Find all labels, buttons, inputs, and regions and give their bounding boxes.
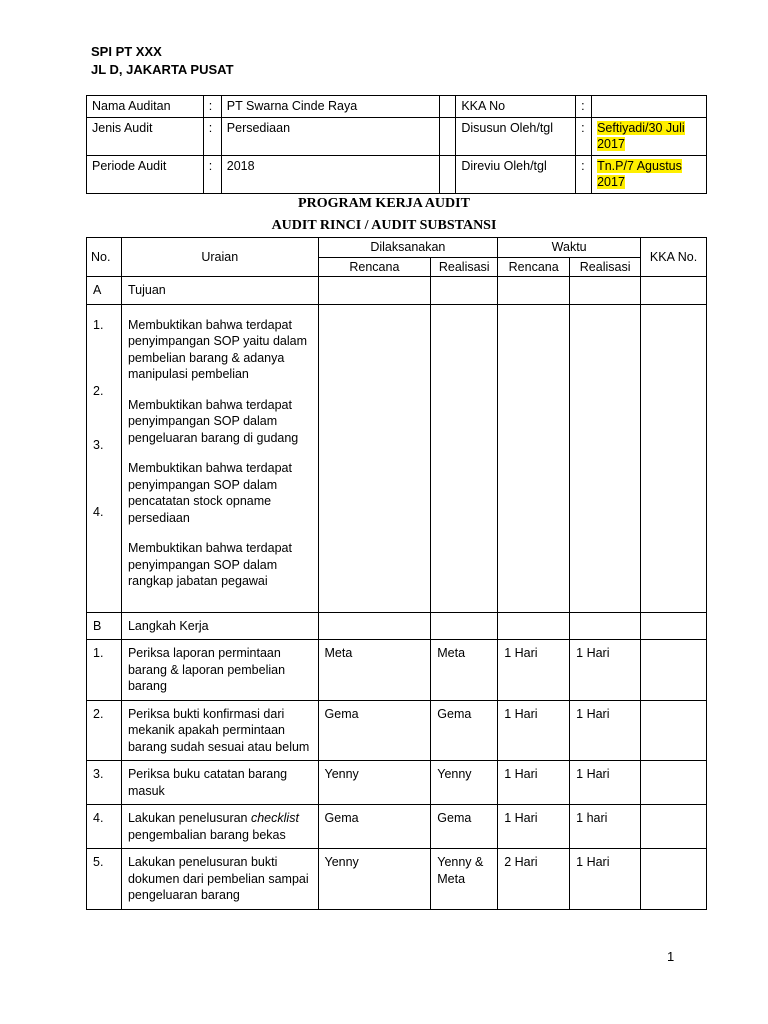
- jenis-audit-value: Persediaan: [221, 117, 440, 155]
- tujuan-text: Membuktikan bahwa terdapat penyimpangan SOP dalam pengeluaran barang di gudang: [127, 397, 299, 445]
- row-waktu-rencana: 1 Hari: [498, 805, 570, 849]
- info-row-periode-audit: [87, 155, 707, 193]
- section-a-header-row: [87, 277, 707, 305]
- row-rencana: Yenny: [318, 849, 431, 910]
- header-dilaksanakan: Dilaksanakan: [318, 238, 498, 258]
- section-a-items-row: [87, 304, 707, 612]
- row-no: 4.: [87, 805, 122, 849]
- table-row: [87, 700, 707, 761]
- audit-info-table: [86, 95, 707, 194]
- spacer-cell: [440, 96, 456, 118]
- row-uraian: [121, 805, 318, 849]
- row-rencana: Gema: [318, 700, 431, 761]
- tujuan-number: 4.: [93, 504, 104, 519]
- page-number: 1: [667, 949, 675, 964]
- header-realisasi: Realisasi: [431, 257, 498, 277]
- nama-auditan-value: PT Swarna Cinde Raya: [221, 96, 440, 118]
- row-no: 3.: [87, 761, 122, 805]
- kka-no-label: KKA No: [456, 96, 576, 118]
- direviu-value: Tn.P/7 Agustus 2017: [597, 158, 682, 189]
- row-kka: [641, 805, 707, 849]
- periode-audit-label: Periode Audit: [87, 155, 204, 193]
- jenis-audit-label: Jenis Audit: [87, 117, 204, 155]
- table-header-row: [87, 238, 707, 258]
- header-rencana: Rencana: [318, 257, 431, 277]
- organization-name: SPI PT XXX: [91, 44, 162, 59]
- colon: :: [576, 96, 592, 118]
- row-kka: [641, 640, 707, 701]
- tujuan-number: 1.: [93, 317, 104, 332]
- row-realisasi: Yenny: [431, 761, 498, 805]
- row-waktu-realisasi: 1 Hari: [570, 849, 641, 910]
- row-realisasi: Meta: [431, 640, 498, 701]
- header-waktu: Waktu: [498, 238, 641, 258]
- row-rencana: Gema: [318, 805, 431, 849]
- section-b-title: Langkah Kerja: [121, 612, 318, 640]
- uraian-part: Lakukan penelusuran: [127, 811, 251, 825]
- header-waktu-rencana: Rencana: [498, 257, 570, 277]
- colon: :: [203, 117, 221, 155]
- disusun-value-cell: [592, 117, 707, 155]
- table-row: [87, 849, 707, 910]
- disusun-value: Seftiyadi/30 Juli 2017: [597, 120, 685, 151]
- row-waktu-realisasi: 1 Hari: [570, 700, 641, 761]
- row-kka: [641, 849, 707, 910]
- document-title: PROGRAM KERJA AUDIT: [298, 196, 470, 211]
- colon: :: [203, 155, 221, 193]
- info-row-jenis-audit: [87, 117, 707, 155]
- tujuan-text: Membuktikan bahwa terdapat penyimpangan SOP yaitu dalam pembelian barang & adanya manipulasi pembelian: [127, 317, 308, 381]
- tujuan-text: Membuktikan bahwa terdapat penyimpangan SOP dalam pencatatan stock opname persediaan: [127, 461, 292, 525]
- info-row-nama-auditan: [87, 96, 707, 118]
- row-rencana: Meta: [318, 640, 431, 701]
- row-waktu-realisasi: 1 Hari: [570, 761, 641, 805]
- header-kka-no: KKA No.: [641, 238, 707, 277]
- direviu-label: Direviu Oleh/tgl: [456, 155, 576, 193]
- row-waktu-rencana: 1 Hari: [498, 700, 570, 761]
- row-waktu-realisasi: 1 hari: [570, 805, 641, 849]
- row-uraian: Lakukan penelusuran bukti dokumen dari pembelian sampai pengeluaran barang: [121, 849, 318, 910]
- row-waktu-rencana: 2 Hari: [498, 849, 570, 910]
- row-waktu-rencana: 1 Hari: [498, 640, 570, 701]
- tujuan-text: Membuktikan bahwa terdapat penyimpangan SOP dalam rangkap jabatan pegawai: [127, 541, 292, 588]
- row-rencana: Yenny: [318, 761, 431, 805]
- spacer-cell: [440, 117, 456, 155]
- section-a-title: Tujuan: [121, 277, 318, 305]
- table-row: [87, 640, 707, 701]
- header-no: No.: [87, 238, 122, 277]
- section-a-label: A: [87, 277, 122, 305]
- row-no: 5.: [87, 849, 122, 910]
- row-no: 2.: [87, 700, 122, 761]
- kka-no-value: [592, 96, 707, 118]
- row-kka: [641, 761, 707, 805]
- row-realisasi: Yenny & Meta: [431, 849, 498, 910]
- section-a-texts: [121, 304, 318, 612]
- table-row: [87, 805, 707, 849]
- row-waktu-realisasi: 1 Hari: [570, 640, 641, 701]
- row-no: 1.: [87, 640, 122, 701]
- row-realisasi: Gema: [431, 805, 498, 849]
- row-uraian: Periksa buku catatan barang masuk: [121, 761, 318, 805]
- header-uraian: Uraian: [121, 238, 318, 277]
- section-b-label: B: [87, 612, 122, 640]
- colon: :: [576, 155, 592, 193]
- row-uraian: Periksa bukti konfirmasi dari mekanik apakah permintaan barang sudah sesuai atau belum: [121, 700, 318, 761]
- periode-audit-value: 2018: [221, 155, 440, 193]
- audit-program-table: [86, 237, 707, 910]
- section-b-header-row: [87, 612, 707, 640]
- row-kka: [641, 700, 707, 761]
- uraian-italic-term: checklist: [250, 811, 299, 825]
- row-waktu-rencana: 1 Hari: [498, 761, 570, 805]
- section-a-numbers: [87, 304, 122, 612]
- tujuan-number: 2.: [93, 384, 104, 398]
- spacer-cell: [440, 155, 456, 193]
- colon: :: [203, 96, 221, 118]
- direviu-value-cell: [592, 155, 707, 193]
- row-uraian: Periksa laporan permintaan barang & laporan pembelian barang: [121, 640, 318, 701]
- row-realisasi: Gema: [431, 700, 498, 761]
- disusun-label: Disusun Oleh/tgl: [456, 117, 576, 155]
- table-row: [87, 761, 707, 805]
- organization-address: JL D, JAKARTA PUSAT: [91, 62, 234, 77]
- tujuan-number: 3.: [93, 438, 104, 452]
- header-waktu-realisasi: Realisasi: [570, 257, 641, 277]
- nama-auditan-label: Nama Auditan: [87, 96, 204, 118]
- colon: :: [576, 117, 592, 155]
- uraian-part: pengembalian barang bekas: [127, 827, 286, 842]
- document-subtitle: AUDIT RINCI / AUDIT SUBSTANSI: [271, 218, 497, 233]
